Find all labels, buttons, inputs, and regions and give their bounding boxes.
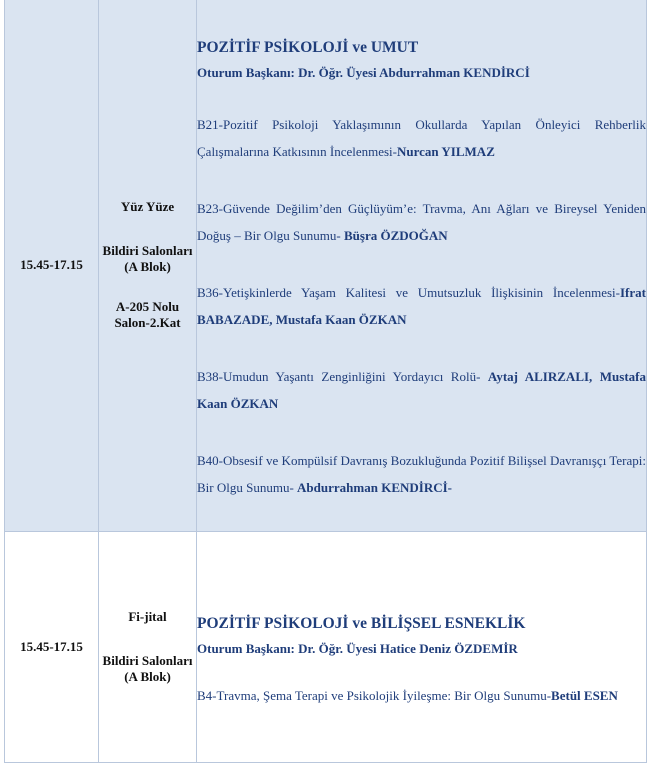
paper-item xyxy=(197,111,646,165)
paper-title: B36-Yetişkinlerde Yaşam Kalitesi ve Umutsuzluk İlişkisinin İncelenmesi- xyxy=(197,285,620,300)
paper-authors: Betül ESEN xyxy=(551,688,618,703)
session-hall: Bildiri Salonları (A Blok) xyxy=(102,243,193,274)
session-time: 15.45-17.15 xyxy=(5,0,99,532)
session-location xyxy=(99,532,197,763)
session-chair: Oturum Başkanı: Dr. Öğr. Üyesi Hatice Deniz ÖZDEMİR xyxy=(197,641,518,656)
paper-list xyxy=(197,682,646,709)
paper-authors: Abdurrahman KENDİRCİ- xyxy=(297,480,452,495)
session-time: 15.45-17.15 xyxy=(5,532,99,763)
paper-item xyxy=(197,195,646,249)
session-title: POZİTİF PSİKOLOJİ ve BİLİŞSEL ESNEKLİK xyxy=(197,615,526,632)
paper-title: B4-Travma, Şema Terapi ve Psikolojik İyileşme: Bir Olgu Sunumu- xyxy=(197,688,552,703)
session-title: POZİTİF PSİKOLOJİ ve UMUT xyxy=(197,39,419,56)
paper-authors: Büşra ÖZDOĞAN xyxy=(343,228,448,243)
session-hall: Bildiri Salonları (A Blok) xyxy=(102,653,193,684)
paper-title: B40-Obsesif ve Kompülsif Davranış Bozukluğunda Pozitif Bilişsel Davranışçı Terapi: Bir Olgu Sunumu- xyxy=(197,453,646,495)
paper-item xyxy=(197,682,646,709)
paper-title: B23-Güvende Değilim’den Güçlüyüm’e: Travma, Anı Ağları ve Bireysel Yeniden Doğuş – Bir Olgu Sunumu- xyxy=(197,201,646,243)
table-row xyxy=(5,532,647,763)
session-content xyxy=(197,532,647,763)
session-room: A-205 Nolu Salon-2.Kat xyxy=(114,299,181,330)
paper-item xyxy=(197,279,646,333)
paper-title: B21-Pozitif Psikoloji Yaklaşımının Okullarda Yapılan Önleyici Rehberlik Çalışmalarına Katkısının İncelenmesi- xyxy=(197,117,646,159)
paper-authors: Aytaj ALIRZALI, Mustafa Kaan ÖZKAN xyxy=(197,369,646,411)
table-row xyxy=(5,0,647,532)
paper-item xyxy=(197,447,646,501)
session-content xyxy=(197,0,647,532)
paper-authors: Nurcan YILMAZ xyxy=(397,144,495,159)
session-format: Fi-jital xyxy=(128,609,167,624)
paper-authors: Ifrat BABAZADE, Mustafa Kaan ÖZKAN xyxy=(197,285,646,327)
session-chair: Oturum Başkanı: Dr. Öğr. Üyesi Abdurrahman KENDİRCİ xyxy=(197,65,530,80)
session-location xyxy=(99,0,197,532)
session-format: Yüz Yüze xyxy=(120,199,175,214)
paper-title: B38-Umudun Yaşantı Zenginliğini Yordayıcı Rolü- xyxy=(197,369,488,384)
paper-list xyxy=(197,111,646,501)
paper-item xyxy=(197,363,646,417)
schedule-table xyxy=(4,0,647,763)
